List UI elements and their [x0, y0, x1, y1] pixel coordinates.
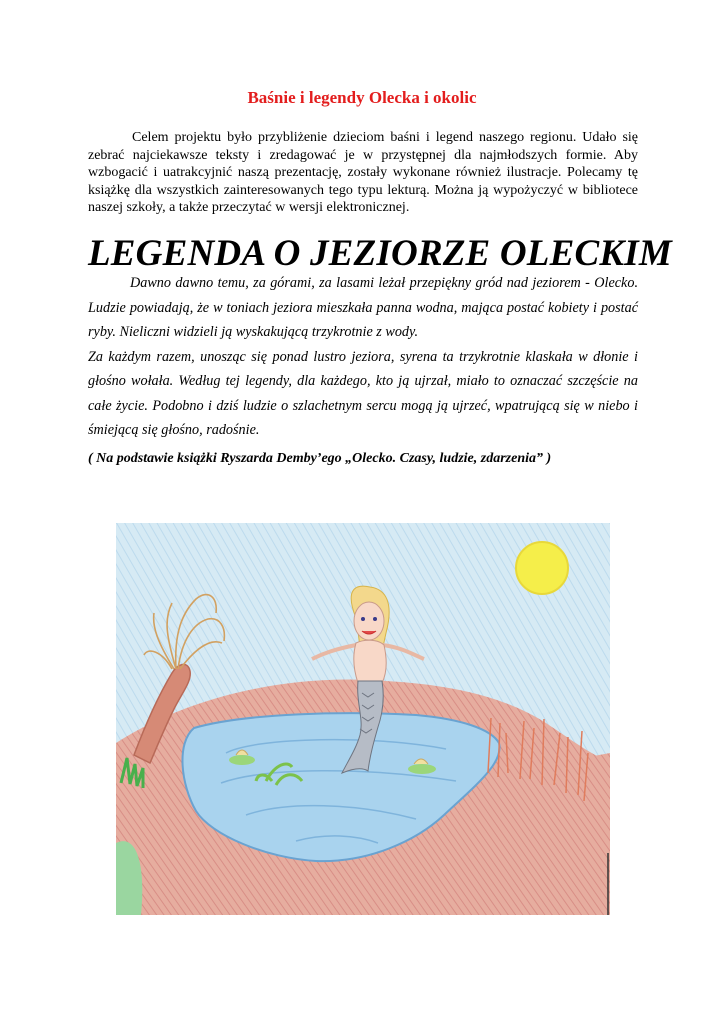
- lily-pad: [408, 764, 436, 774]
- page-title: Baśnie i legendy Olecka i okolic: [247, 88, 477, 107]
- legend-text: [88, 271, 638, 443]
- legend-heading: LEGENDA O JEZIORZE OLECKIM: [88, 233, 672, 274]
- legend-paragraph-2: Za każdym razem, unosząc się ponad lustro jeziora, syrena ta trzykrotnie klaskała w dłonie i głośno wołała. Według tej legendy, dla każdego, kto ją ujrzał, miało to oznaczać szczęście na całe życie. Podobno i dziś ludzie o szlachetnym sercu mogą ją ujrzeć, wpatrującą się w niebo i śmiejącą się głośno, radośnie.: [88, 348, 638, 438]
- intro-paragraph: Celem projektu było przybliżenie dzieciom baśni i legend naszego regionu. Udało się zebrać najciekawsze teksty i zredagować je w przystępnej dla najmłodszych formie. Aby wzbogacić i uatrakcyjnić naszą prezentację, zostały wykonane również ilustracje. Polecamy tę książkę dla wszystkich zainteresowanych tego typu lekturą. Można ją wypożyczyć w bibliotece naszej szkoły, a także przeczytać w wersji elektronicznej.: [88, 130, 638, 215]
- source-citation: ( Na podstawie książki Ryszarda Demby’ego „Olecko. Czasy, ludzie, zdarzenia” ): [88, 451, 552, 466]
- legend-paragraph-1: Dawno dawno temu, za górami, za lasami leżał przepiękny gród nad jeziorem - Olecko. Ludzie powiadają, że w toniach jeziora mieszkała panna wodna, mająca postać kobiety i postać ryby. Nieliczni widzieli ją wyskakującą trzykrotnie z wody.: [88, 275, 638, 340]
- lily-pad: [229, 755, 255, 765]
- sun: [516, 542, 568, 594]
- mermaid-illustration: [116, 523, 610, 915]
